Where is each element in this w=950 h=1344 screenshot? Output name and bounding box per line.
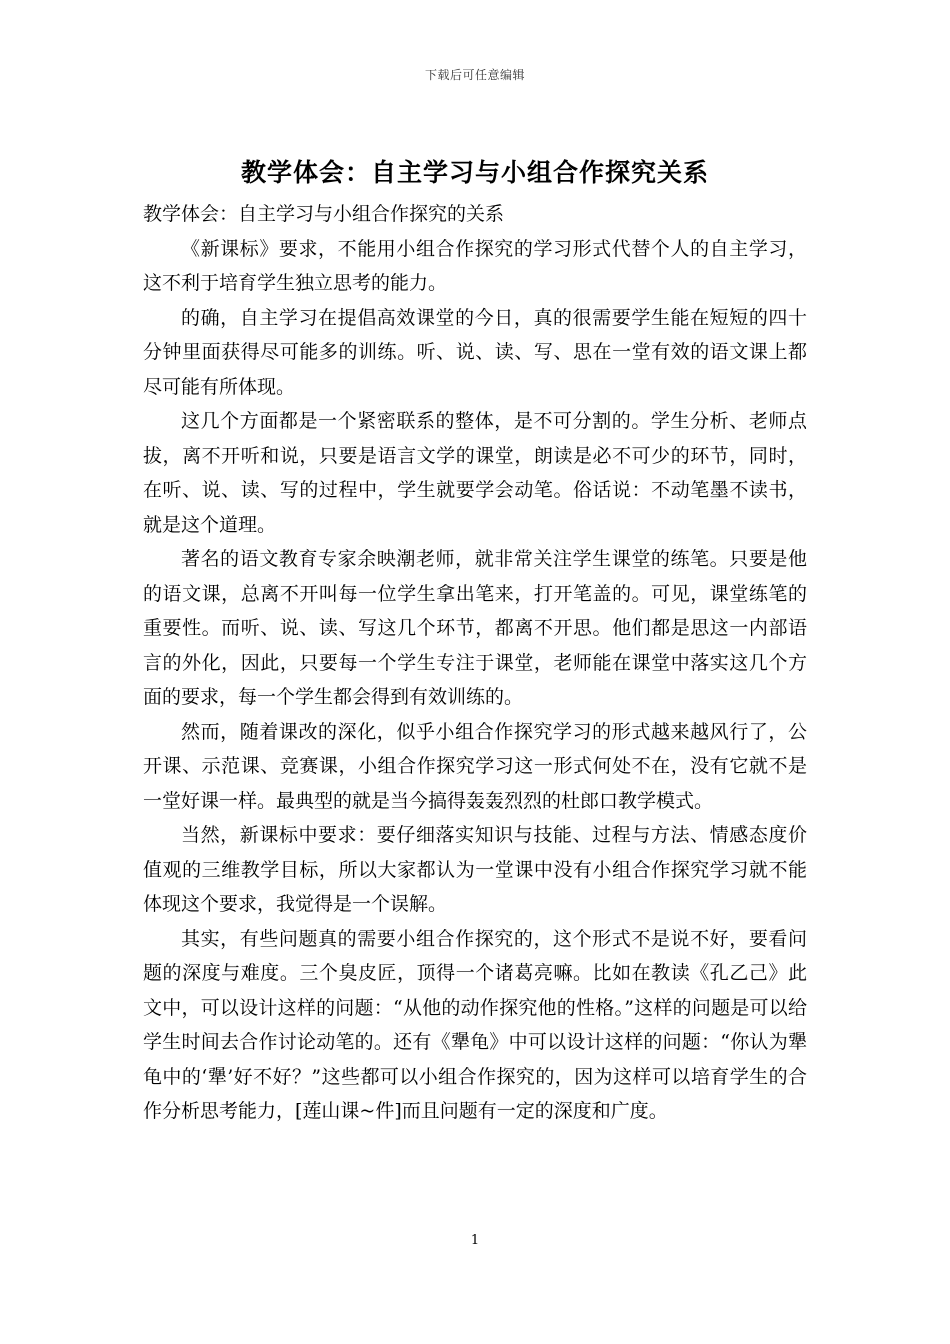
paragraph-7: 其实，有些问题真的需要小组合作探究的，这个形式不是说不好，要看问题的深度与难度。三个臭皮匠，顶得一个诸葛亮嘛。比如在教读《孔乙己》此文中，可以设计这样的问题：“从他的动作探究他的性格。”这样的问题是可以给学生时间去合作讨论动笔的。还有《犟龟》中可以设计这样的问题：“你认为犟龟中的‘犟’好不好？”这些都可以小组合作探究的，因为这样可以培育学生的合作分析思考能力，[莲山课~件]而且问题有一定的深度和广度。 (143, 927, 807, 1122)
paragraph-2: 的确，自主学习在提倡高效课堂的今日，真的很需要学生能在短短的四十分钟里面获得尽可能多的训练。听、说、读、写、思在一堂有效的语文课上都尽可能有所体现。 (143, 306, 807, 398)
document-title: 教学体会：自主学习与小组合作探究关系 (240, 158, 709, 187)
document-subtitle: 教学体会：自主学习与小组合作探究的关系 (143, 203, 505, 225)
paragraph-3: 这几个方面都是一个紧密联系的整体，是不可分割的。学生分析、老师点拔，离不开听和说，只要是语言文学的课堂，朗读是必不可少的环节，同时，在听、说、读、写的过程中，学生就要学会动笔。俗话说：不动笔墨不读书，就是这个道理。 (143, 410, 807, 536)
paragraph-1: 《新课标》要求，不能用小组合作探究的学习形式代替个人的自主学习，这不利于培育学生独立思考的能力。 (143, 237, 807, 294)
paragraph-5: 然而，随着课改的深化，似乎小组合作探究学习的形式越来越风行了，公开课、示范课、竞赛课，小组合作探究学习这一形式何处不在，没有它就不是一堂好课一样。最典型的就是当今搞得轰轰烈烈的杜郎口教学模式。 (143, 720, 807, 812)
paragraph-4: 著名的语文教育专家余映潮老师，就非常关注学生课堂的练笔。只要是他的语文课，总离不开叫每一位学生拿出笔来，打开笔盖的。可见，课堂练笔的重要性。而听、说、读、写这几个环节，都离不开思。他们都是思这一内部语言的外化，因此，只要每一个学生专注于课堂，老师能在课堂中落实这几个方面的要求，每一个学生都会得到有效训练的。 (143, 548, 807, 708)
page-number: 1 (470, 1233, 480, 1248)
paragraph-6: 当然，新课标中要求：要仔细落实知识与技能、过程与方法、情感态度价值观的三维教学目标，所以大家都认为一堂课中没有小组合作探究学习就不能体现这个要求，我觉得是一个误解。 (143, 824, 807, 915)
page-header: 下载后可任意编辑 (424, 68, 525, 82)
document-body (143, 197, 807, 1129)
